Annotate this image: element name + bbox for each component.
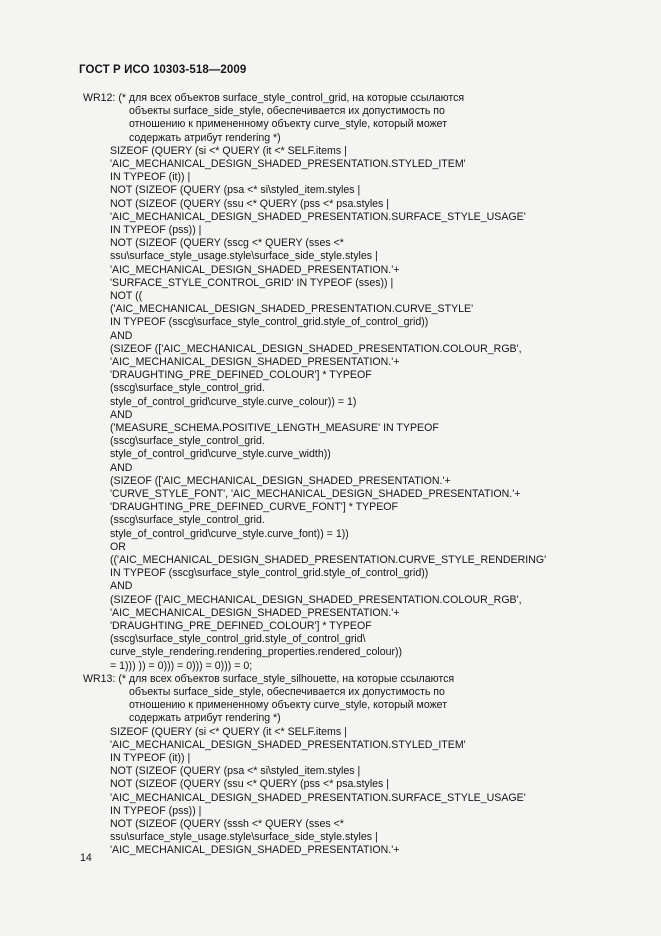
- code-line: (sscg\surface_style_control_grid.style_of_control_grid\: [110, 633, 366, 646]
- code-line: (SIZEOF (['AIC_MECHANICAL_DESIGN_SHADED_PRESENTATION.COLOUR_RGB',: [110, 593, 522, 606]
- code-line: SIZEOF (QUERY (si <* QUERY (it <* SELF.items |: [110, 725, 347, 738]
- code-line: = 1))) )) = 0))) = 0))) = 0))) = 0;: [110, 659, 253, 672]
- code-line: 'AIC_MECHANICAL_DESIGN_SHADED_PRESENTATION.'+: [110, 606, 400, 619]
- code-line: (sscg\surface_style_control_grid.: [110, 382, 265, 395]
- code-line: отношению к примененному объекту curve_style, который может: [129, 118, 448, 131]
- code-line: объекты surface_side_style, обеспечивается их допустимость по: [129, 105, 445, 118]
- code-line: IN TYPEOF (it)) |: [110, 171, 191, 184]
- code-line: 'AIC_MECHANICAL_DESIGN_SHADED_PRESENTATION.STYLED_ITEM': [110, 738, 466, 751]
- code-line: ('AIC_MECHANICAL_DESIGN_SHADED_PRESENTATION.CURVE_STYLE': [110, 303, 474, 316]
- code-line: (sscg\surface_style_control_grid.: [110, 435, 265, 448]
- code-line: curve_style_rendering.rendering_properties.rendered_colour)): [110, 646, 403, 659]
- code-line: style_of_control_grid\curve_style.curve_width)): [110, 448, 331, 461]
- code-line: AND: [110, 329, 133, 342]
- page-number: 14: [80, 852, 92, 864]
- code-line: 'AIC_MECHANICAL_DESIGN_SHADED_PRESENTATION.'+: [110, 356, 400, 368]
- code-line: 'DRAUGHTING_PRE_DEFINED_COLOUR'] * TYPEOF: [110, 620, 372, 632]
- document-header: ГОСТ Р ИСО 10303-518—2009: [79, 64, 247, 76]
- code-line: SIZEOF (QUERY (si <* QUERY (it <* SELF.items |: [110, 144, 347, 157]
- code-line: NOT (SIZEOF (QUERY (ssu <* QUERY (pss <* psa.styles |: [110, 197, 390, 210]
- code-line: NOT (SIZEOF (QUERY (psa <* si\styled_item.styles |: [110, 184, 361, 197]
- code-line: 'AIC_MECHANICAL_DESIGN_SHADED_PRESENTATION.STYLED_ITEM': [110, 158, 466, 170]
- code-line: 'CURVE_STYLE_FONT', 'AIC_MECHANICAL_DESIGN_SHADED_PRESENTATION.'+: [110, 488, 521, 500]
- code-line: 'AIC_MECHANICAL_DESIGN_SHADED_PRESENTATION.'+: [110, 263, 400, 276]
- code-line: WR12: (* для всех объектов surface_style_control_grid, на которые ссылаются: [83, 92, 465, 104]
- code-line: NOT ((: [110, 290, 143, 302]
- code-line: IN TYPEOF (it)) |: [110, 752, 191, 764]
- code-line: NOT (SIZEOF (QUERY (ssu <* QUERY (pss <* psa.styles |: [110, 778, 390, 791]
- code-line: содержать атрибут rendering *): [129, 712, 281, 725]
- code-line: 'DRAUGHTING_PRE_DEFINED_COLOUR'] * TYPEOF: [110, 369, 372, 382]
- code-line: style_of_control_grid\curve_style.curve_colour)) = 1): [110, 395, 357, 408]
- code-line: NOT (SIZEOF (QUERY (sscg <* QUERY (sses <*: [110, 237, 344, 250]
- code-line: IN TYPEOF (pss)) |: [110, 224, 202, 236]
- code-line: AND: [110, 461, 133, 474]
- code-line: (('AIC_MECHANICAL_DESIGN_SHADED_PRESENTATION.CURVE_STYLE_RENDERING': [110, 554, 547, 566]
- code-line: ssu\surface_style_usage.style\surface_side_style.styles |: [110, 250, 378, 263]
- code-line: ssu\surface_style_usage.style\surface_side_style.styles |: [110, 831, 378, 844]
- code-line: NOT (SIZEOF (QUERY (psa <* si\styled_item.styles |: [110, 765, 361, 778]
- code-line: AND: [110, 580, 133, 593]
- code-line: (SIZEOF (['AIC_MECHANICAL_DESIGN_SHADED_PRESENTATION.'+: [110, 474, 451, 487]
- code-line: style_of_control_grid\curve_style.curve_font)) = 1)): [110, 527, 349, 540]
- code-line: (SIZEOF (['AIC_MECHANICAL_DESIGN_SHADED_PRESENTATION.COLOUR_RGB',: [110, 342, 522, 355]
- code-line: отношению к примененному объекту curve_style, который может: [129, 699, 448, 712]
- code-line: (sscg\surface_style_control_grid.: [110, 514, 265, 527]
- code-line: AND: [110, 408, 133, 421]
- code-line: WR13: (* для всех объектов surface_style_silhouette, на которые ссылаются: [83, 672, 455, 685]
- code-line: 'AIC_MECHANICAL_DESIGN_SHADED_PRESENTATION.SURFACE_STYLE_USAGE': [110, 210, 526, 223]
- code-line: IN TYPEOF (sscg\surface_style_control_grid.style_of_control_grid)): [110, 567, 429, 580]
- code-line: IN TYPEOF (sscg\surface_style_control_grid.style_of_control_grid)): [110, 316, 429, 329]
- code-line: 'SURFACE_STYLE_CONTROL_GRID' IN TYPEOF (sses)) |: [110, 276, 394, 289]
- code-line: 'AIC_MECHANICAL_DESIGN_SHADED_PRESENTATION.SURFACE_STYLE_USAGE': [110, 791, 526, 804]
- code-line: 'AIC_MECHANICAL_DESIGN_SHADED_PRESENTATION.'+: [110, 844, 400, 857]
- code-line: содержать атрибут rendering *): [129, 131, 281, 144]
- code-line: 'DRAUGHTING_PRE_DEFINED_CURVE_FONT'] * TYPEOF: [110, 501, 398, 514]
- code-line: IN TYPEOF (pss)) |: [110, 804, 202, 817]
- code-line: объекты surface_side_style, обеспечивается их допустимость по: [129, 686, 445, 698]
- code-line: ('MEASURE_SCHEMA.POSITIVE_LENGTH_MEASURE' IN TYPEOF: [110, 422, 439, 434]
- code-line: OR: [110, 540, 126, 553]
- code-line: NOT (SIZEOF (QUERY (sssh <* QUERY (sses <*: [110, 818, 344, 830]
